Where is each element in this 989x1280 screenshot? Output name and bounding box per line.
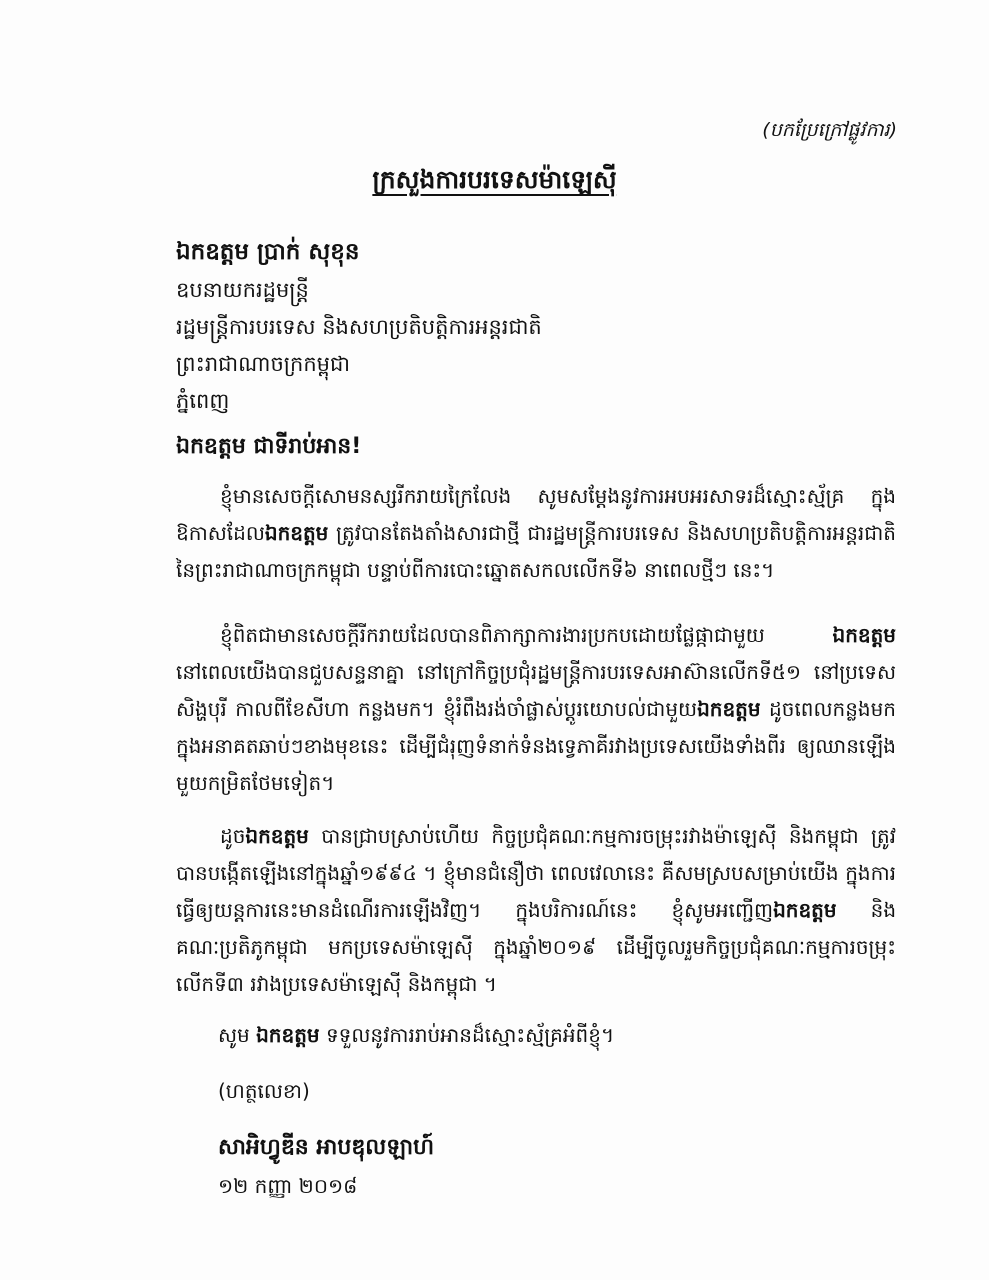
addressee-line: ព្រះរាជាណាចក្រកម្ពុជា — [176, 352, 351, 376]
paragraph-text: និងគណៈប្រតិភូកម្ពុជា មកប្រទេសម៉ាឡេស៊ី ក្នុងឆ្នាំ២០១៩ ដើម្បីចូលរួមកិច្ចប្រជុំគណៈកម្មការចម្រុះ លើកទី៣ រវាងប្រទេសម៉ាឡេស៊ី និងកម្ពុជា ។ — [176, 898, 897, 996]
paragraph-text-bold: ឯកឧត្តម — [245, 824, 309, 848]
addressee-line: ភ្នំពេញ — [176, 389, 230, 413]
closing-bold: ឯកឧត្តម — [256, 1023, 320, 1047]
closing-line — [218, 1022, 614, 1052]
closing-suffix: ទទួលនូវការរាប់អានដ៏ស្មោះស្ម័គ្រអំពីខ្ញុំ។ — [319, 1023, 615, 1047]
signatory-name: សាអិហ្វូឌីន អាបឌុលឡាហ៍ — [218, 1135, 435, 1160]
body-paragraph-1 — [176, 478, 896, 589]
addressee-line: រដ្ឋមន្ត្រីការបរទេស និងសហប្រតិបត្តិការអន្តរជាតិ — [176, 315, 542, 339]
paragraph-text: បានជ្រាបស្រាប់ហើយ កិច្ចប្រជុំគណៈកម្មការចម្រុះរវាងម៉ាឡេស៊ី និងកម្ពុជា ត្រូវបានបង្កើតឡើងនៅក្នុងឆ្នាំ១៩៩៤ ។ ខ្ញុំមានជំនឿថា ពេលវេលានេះ គឺសមស្របសម្រាប់យើង ក្នុងការធ្វើឲ្យយន្តការនេះមានដំណើរការឡើងវិញ។ ក្នុងបរិការណ៍នេះ ខ្ញុំសូមអញ្ជើញ — [176, 824, 896, 922]
paragraph-text-bold: ឯកឧត្តម — [697, 697, 761, 721]
paragraph-text: ខ្ញុំពិតជាមានសេចក្តីរីករាយដែលបានពិភាក្សាការងារប្រកបដោយផ្លែផ្កាជាមួយ — [220, 623, 833, 647]
addressee-name: ឯកឧត្តម ប្រាក់ សុខុន — [176, 239, 360, 265]
addressee-line: ឧបនាយករដ្ឋមន្ត្រី — [176, 278, 309, 302]
paragraph-text-bold: ឯកឧត្តម — [773, 898, 837, 922]
salutation: ឯកឧត្តម ជាទីរាប់អាន! — [176, 434, 362, 459]
paragraph-text-bold: ឯកឧត្តម — [264, 521, 329, 545]
body-paragraph-3 — [176, 818, 896, 1003]
paragraph-text: ដូចពេលកន្លងមក ក្នុងអនាគតឆាប់ៗខាងមុខនេះ ដើម្បីជំរុញទំនាក់ទំនងទ្វេភាគីរវាងប្រទេសយើងទាំងពីរ ឲ្យឈានឡើងមួយកម្រិតថែមទៀត។ — [176, 697, 897, 795]
paragraph-text: ដូច — [220, 824, 246, 848]
body-paragraph-2 — [176, 617, 896, 802]
paragraph-text: នៅពេលយើងបានជួបសន្ទនាគ្នា នៅក្រៅកិច្ចប្រជុំរដ្ឋមន្ត្រីការបរទេសអាស៊ានលើកទី៥១ នៅប្រទេសសិង្ហបុរី កាលពីខែសីហា កន្លងមក។ ខ្ញុំរំពឹងរង់ចាំផ្លាស់ប្តូរយោបល់ជាមួយ — [176, 660, 896, 721]
signed-note: (ហត្ថលេខា) — [218, 1079, 310, 1103]
paragraph-text: ត្រូវបានតែងតាំងសារជាថ្មី ជារដ្ឋមន្ត្រីការបរទេស និងសហប្រតិបត្តិការអន្តរជាតិ នៃព្រះរាជាណាចក្រកម្ពុជា បន្ទាប់ពីការបោះឆ្នោតសកលលើកទី៦ នាពេលថ្មីៗ នេះ។ — [176, 521, 896, 582]
unofficial-translation-note: (បកប្រែក្រៅផ្លូវការ) — [762, 119, 897, 141]
letter-date: ១២ កញ្ញា ២០១៨ — [218, 1174, 358, 1198]
addressee-block — [176, 232, 876, 420]
paragraph-text: ខ្ញុំមានសេចក្តីសោមនស្សរីករាយក្រៃលែង សូមសម្តែងនូវការអបអរសាទរដ៏ស្មោះស្ម័គ្រ ក្នុងឱកាសដែល — [176, 484, 896, 545]
ministry-heading: ក្រសួងការបរទេសម៉ាឡេស៊ី — [372, 165, 617, 194]
paragraph-text-bold: ឯកឧត្តម — [832, 623, 896, 647]
closing-prefix: សូម — [218, 1023, 257, 1047]
